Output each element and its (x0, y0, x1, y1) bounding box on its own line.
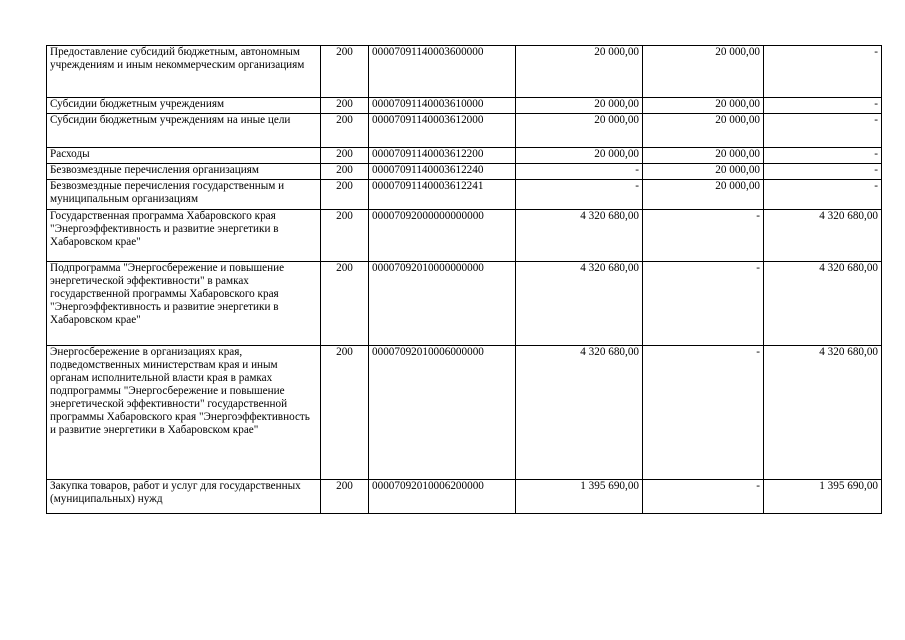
cell-executed-amount: - (643, 262, 764, 346)
table-row (47, 180, 882, 210)
cell-line-code: 200 (321, 148, 369, 164)
cell-remaining-amount: 4 320 680,00 (764, 262, 882, 346)
cell-name: Энергосбережение в организациях края, подведомственных министерствам края и иным органам исполнительной власти края в рамках подпрограммы "Энергосбережение и повышение энергетической эффективности" государственной программы Хабаровского края "Энергоэффективность и развитие энергетики в Хабаровском крае" (47, 346, 321, 480)
table-row (47, 346, 882, 480)
cell-executed-amount: - (643, 480, 764, 514)
cell-classification-code: 00007091140003612241 (369, 180, 516, 210)
cell-classification-code: 00007092010006000000 (369, 346, 516, 480)
cell-remaining-amount: 4 320 680,00 (764, 210, 882, 262)
cell-line-code: 200 (321, 346, 369, 480)
cell-executed-amount: 20 000,00 (643, 164, 764, 180)
cell-executed-amount: 20 000,00 (643, 114, 764, 148)
cell-name: Субсидии бюджетным учреждениям (47, 98, 321, 114)
cell-line-code: 200 (321, 262, 369, 346)
table-row (47, 114, 882, 148)
cell-classification-code: 00007091140003612000 (369, 114, 516, 148)
cell-line-code: 200 (321, 180, 369, 210)
cell-name: Подпрограмма "Энергосбережение и повышение энергетической эффективности" в рамках государственной программы Хабаровского края "Энергоэффективность и развитие энергетики в Хабаровском крае" (47, 262, 321, 346)
cell-name: Субсидии бюджетным учреждениям на иные цели (47, 114, 321, 148)
table-row (47, 46, 882, 98)
cell-line-code: 200 (321, 98, 369, 114)
cell-remaining-amount: 1 395 690,00 (764, 480, 882, 514)
cell-remaining-amount: 4 320 680,00 (764, 346, 882, 480)
cell-classification-code: 00007092000000000000 (369, 210, 516, 262)
cell-approved-amount: 20 000,00 (516, 98, 643, 114)
cell-name: Расходы (47, 148, 321, 164)
cell-classification-code: 00007091140003612240 (369, 164, 516, 180)
cell-remaining-amount: - (764, 114, 882, 148)
cell-remaining-amount: - (764, 46, 882, 98)
cell-line-code: 200 (321, 114, 369, 148)
cell-approved-amount: - (516, 180, 643, 210)
cell-approved-amount: 20 000,00 (516, 114, 643, 148)
table-row (47, 98, 882, 114)
cell-executed-amount: 20 000,00 (643, 46, 764, 98)
cell-line-code: 200 (321, 210, 369, 262)
cell-approved-amount: 20 000,00 (516, 46, 643, 98)
cell-executed-amount: 20 000,00 (643, 180, 764, 210)
cell-remaining-amount: - (764, 148, 882, 164)
cell-classification-code: 00007091140003600000 (369, 46, 516, 98)
cell-classification-code: 00007091140003612200 (369, 148, 516, 164)
cell-line-code: 200 (321, 46, 369, 98)
cell-executed-amount: 20 000,00 (643, 148, 764, 164)
cell-remaining-amount: - (764, 180, 882, 210)
cell-name: Безвозмездные перечисления организациям (47, 164, 321, 180)
cell-classification-code: 00007091140003610000 (369, 98, 516, 114)
cell-line-code: 200 (321, 164, 369, 180)
cell-executed-amount: - (643, 346, 764, 480)
cell-classification-code: 00007092010006200000 (369, 480, 516, 514)
cell-approved-amount: 4 320 680,00 (516, 262, 643, 346)
cell-approved-amount: 1 395 690,00 (516, 480, 643, 514)
cell-name: Государственная программа Хабаровского края "Энергоэффективность и развитие энергетики в Хабаровском крае" (47, 210, 321, 262)
cell-executed-amount: 20 000,00 (643, 98, 764, 114)
cell-line-code: 200 (321, 480, 369, 514)
cell-name: Предоставление субсидий бюджетным, автономным учреждениям и иным некоммерческим организациям (47, 46, 321, 98)
cell-approved-amount: 4 320 680,00 (516, 210, 643, 262)
cell-classification-code: 00007092010000000000 (369, 262, 516, 346)
cell-executed-amount: - (643, 210, 764, 262)
table-row (47, 262, 882, 346)
cell-name: Безвозмездные перечисления государственным и муниципальным организациям (47, 180, 321, 210)
cell-remaining-amount: - (764, 164, 882, 180)
cell-remaining-amount: - (764, 98, 882, 114)
budget-execution-table (46, 45, 882, 514)
cell-approved-amount: 4 320 680,00 (516, 346, 643, 480)
cell-approved-amount: - (516, 164, 643, 180)
table-row (47, 480, 882, 514)
table-row (47, 148, 882, 164)
cell-approved-amount: 20 000,00 (516, 148, 643, 164)
table-row (47, 210, 882, 262)
cell-name: Закупка товаров, работ и услуг для государственных (муниципальных) нужд (47, 480, 321, 514)
table-row (47, 164, 882, 180)
